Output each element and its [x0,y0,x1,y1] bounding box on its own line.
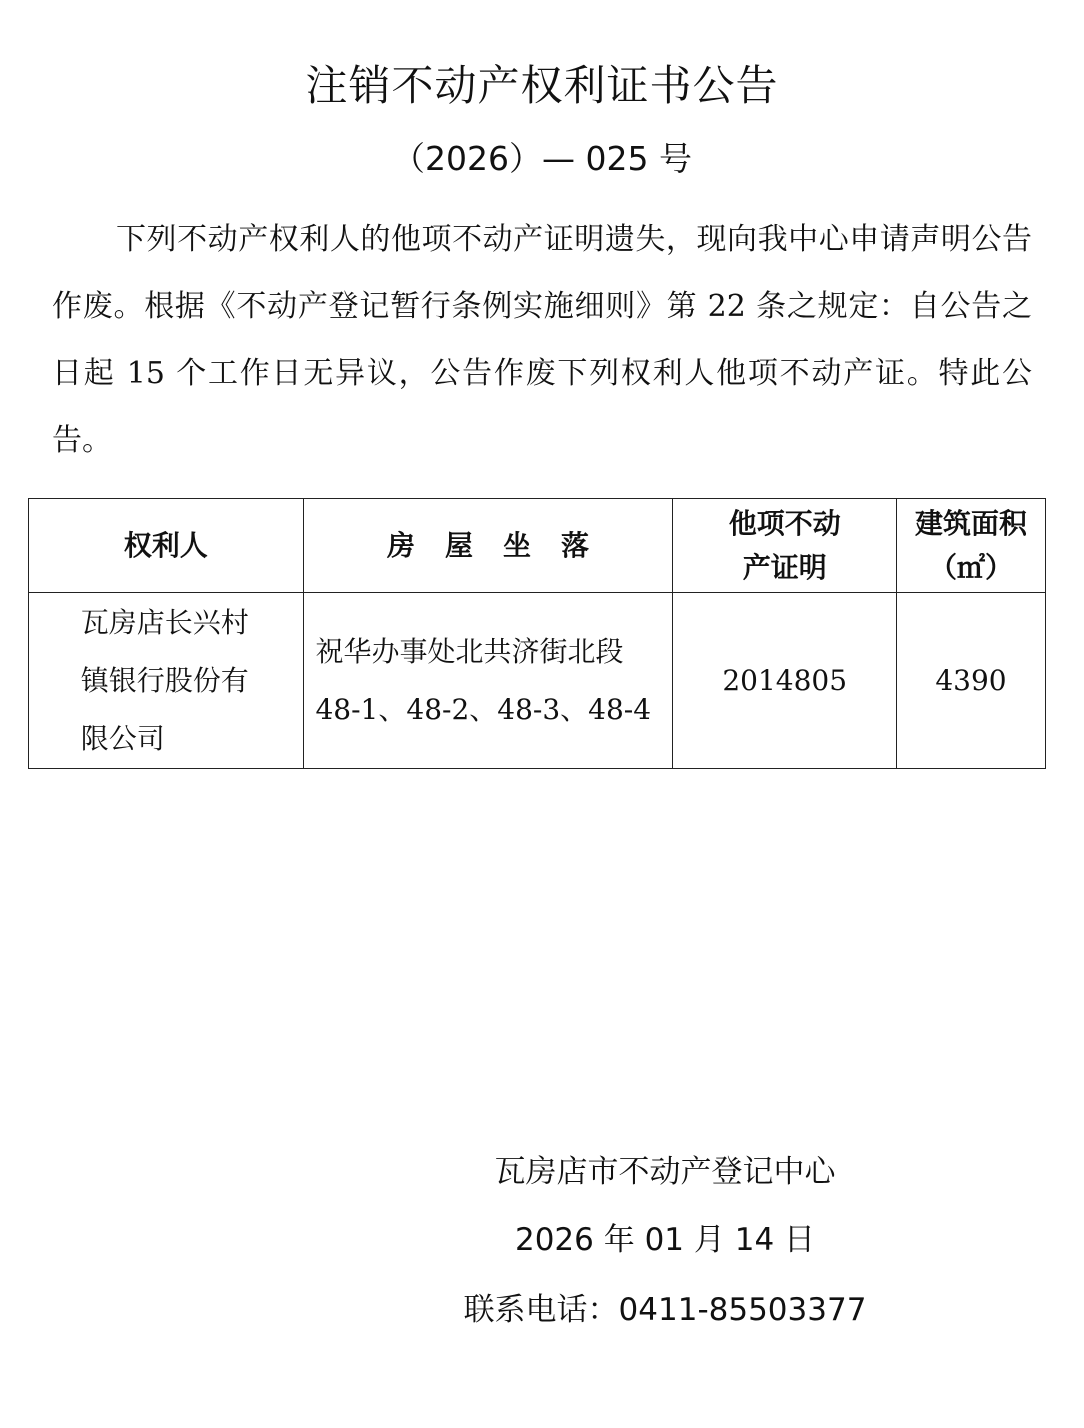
notice-title: 注销不动产权利证书公告 [305,61,779,110]
property-address: 祝华办事处北共济街北段 48-1、48-2、48-3、48-4 [315,634,652,726]
header-holder [29,499,304,593]
certificate-table [28,498,1046,769]
cell-certificate [673,593,897,769]
header-area-label: 建筑面积（㎡） [914,506,1027,584]
notice-number: （2026）— 025 号 [392,139,692,178]
header-area [897,499,1046,593]
building-area: 4390 [935,663,1007,697]
header-address [303,499,673,593]
table-header-row [29,499,1046,593]
header-certificate [673,499,897,593]
header-certificate-label: 他项不动产证明 [728,506,841,584]
table-row [29,593,1046,769]
notice-body: 下列不动产权利人的他项不动产证明遗失，现向我中心申请声明公告作废。根据《不动产登记暂行条例实施细则》第 22 条之规定：自公告之日起 15 个工作日无异议，公告作废下列权利人他项不动产证。特此公告。 [52,222,1032,458]
cell-holder [29,593,304,769]
issuing-organization: 瓦房店市不动产登记中心 [494,1154,836,1190]
certificate-number: 2014805 [722,663,848,697]
cell-area [897,593,1046,769]
header-address-label: 房屋坐落 [386,528,619,562]
holder-name: 瓦房店长兴村镇银行股份有限公司 [80,605,249,755]
header-holder-label: 权利人 [123,528,208,562]
issue-date: 2026 年 01 月 14 日 [514,1222,816,1258]
cell-address [303,593,673,769]
contact-phone: 联系电话：0411-85503377 [463,1292,867,1328]
